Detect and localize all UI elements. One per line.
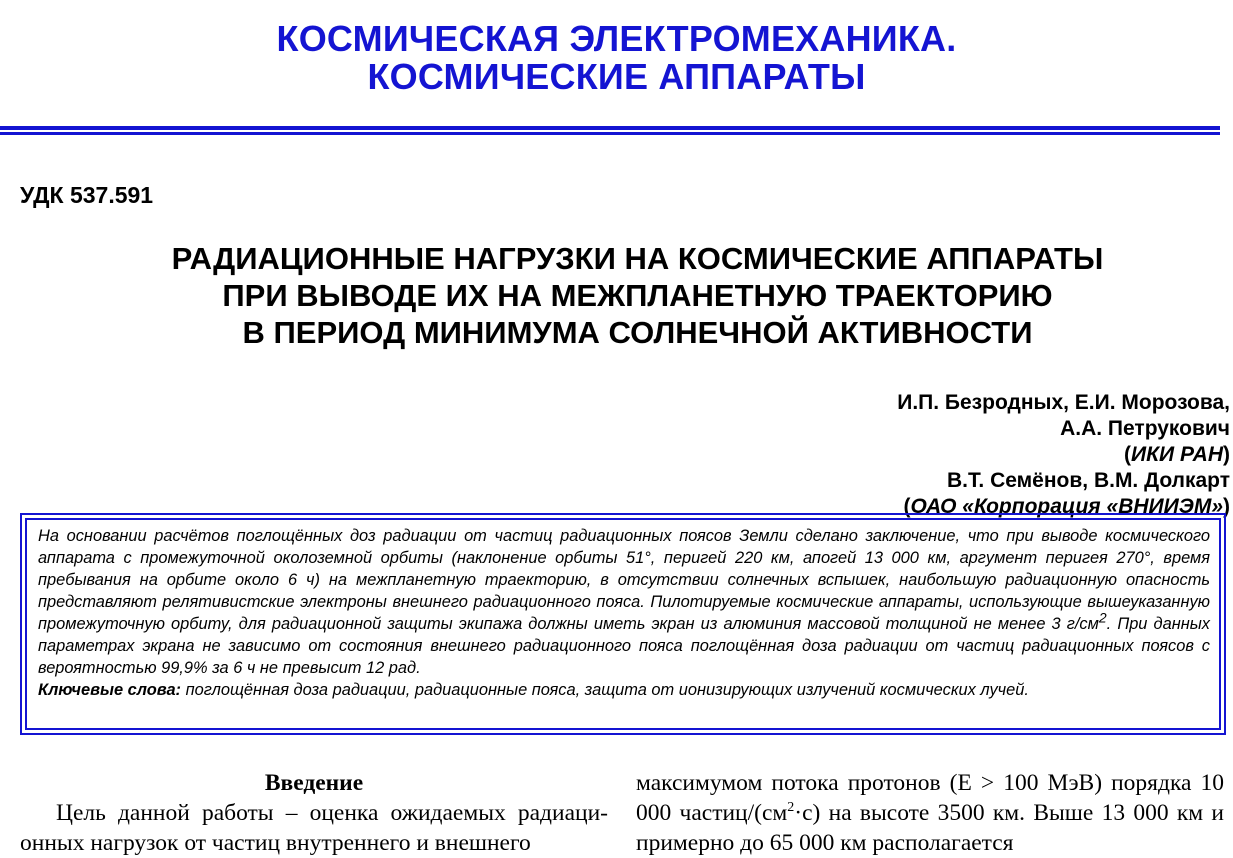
title-line-1: РАДИАЦИОННЫЕ НАГРУЗКИ НА КОСМИЧЕСКИЕ АППАРАТЫ bbox=[171, 241, 1104, 276]
affiliation-1: (ИКИ РАН) bbox=[1124, 443, 1230, 466]
abstract-text-part-1: На основании расчётов поглощённых доз радиации от частиц радиационных поясов Земли сделано заключение, что при выводе космического аппарата с промежуточной околоземной орбиты (наклонение орбиты 51°, перигей 220 км, апогей 13 000 км, аргумент перигея 270°, время пребывания на орбите около 6 ч) на межпланетную траекторию, в отсутствии солнечных вспышек, наибольшую радиационную опасность представляют релятивистские электроны внешнего радиационного пояса. Пилотируемые космические аппараты, использующие вышеуказанную промежуточную орбиту, для радиационной защиты экипажа должны иметь экран из алюминия массовой толщиной не менее 3 г/см bbox=[38, 527, 1210, 633]
right-line-1: максимумом потока протонов (E > 100 МэВ) порядка bbox=[636, 770, 1192, 796]
article-title bbox=[40, 240, 1233, 351]
right-line-3: 13 000 км и примерно до 65 000 км располагается bbox=[636, 800, 1224, 856]
keywords-text: поглощённая доза радиации, радиационные пояса, защита от ионизирующих излучений космических лучей. bbox=[181, 681, 1029, 699]
header-divider-bottom bbox=[0, 132, 1220, 135]
journal-header-line-1: КОСМИЧЕСКАЯ ЭЛЕКТРОМЕХАНИКА. bbox=[276, 18, 957, 59]
keywords-label: Ключевые слова: bbox=[38, 681, 182, 699]
intro-line-2: онных нагрузок от частиц внутреннего и внешнего bbox=[20, 830, 531, 856]
authors-line-2: А.А. Петрукович bbox=[1060, 417, 1230, 440]
section-heading-introduction: Введение bbox=[264, 770, 364, 796]
right-paragraph bbox=[636, 768, 1224, 858]
title-line-3: В ПЕРИОД МИНИМУМА СОЛНЕЧНОЙ АКТИВНОСТИ bbox=[242, 315, 1033, 350]
intro-paragraph bbox=[20, 798, 608, 858]
right-line-2a: 10 000 частиц/(см bbox=[636, 770, 1225, 826]
affiliation-2-name: ОАО «Корпорация «ВНИИЭМ» bbox=[910, 495, 1223, 518]
body-column-left bbox=[20, 768, 608, 858]
journal-header-line-2: КОСМИЧЕСКИЕ АППАРАТЫ bbox=[367, 56, 866, 97]
affiliation-2: (ОАО «Корпорация «ВНИИЭМ») bbox=[903, 495, 1230, 518]
abstract-paragraph bbox=[38, 525, 1210, 679]
abstract-box bbox=[20, 513, 1226, 735]
authors-line-1: И.П. Безродных, Е.И. Морозова, bbox=[897, 391, 1230, 414]
title-line-2: ПРИ ВЫВОДЕ ИХ НА МЕЖПЛАНЕТНУЮ ТРАЕКТОРИЮ bbox=[222, 278, 1053, 313]
abstract-superscript: 2 bbox=[1098, 609, 1107, 626]
authors-block bbox=[897, 390, 1230, 520]
right-superscript: 2 bbox=[787, 800, 795, 816]
right-line-2b: ·с) на высоте 3500 км. Выше bbox=[794, 800, 1094, 826]
affiliation-1-name: ИКИ РАН bbox=[1131, 443, 1223, 466]
authors-line-3: В.Т. Семёнов, В.М. Долкарт bbox=[946, 469, 1230, 492]
journal-section-header bbox=[0, 20, 1233, 96]
abstract-text bbox=[38, 525, 1210, 701]
body-column-right bbox=[636, 768, 1224, 858]
udk-code: УДК 537.591 bbox=[20, 182, 154, 208]
intro-line-1: Цель данной работы – оценка ожидаемых радиаци- bbox=[56, 800, 608, 826]
abstract-text-part-2: . При данных параметрах экрана не зависимо от состояния внешнего радиационного пояса поглощённая доза радиации от частиц радиационных поясов с вероятностью 99,9% за 6 ч не превысит 12 рад. bbox=[38, 615, 1210, 677]
keywords bbox=[38, 679, 1210, 701]
header-divider-top bbox=[0, 126, 1220, 130]
